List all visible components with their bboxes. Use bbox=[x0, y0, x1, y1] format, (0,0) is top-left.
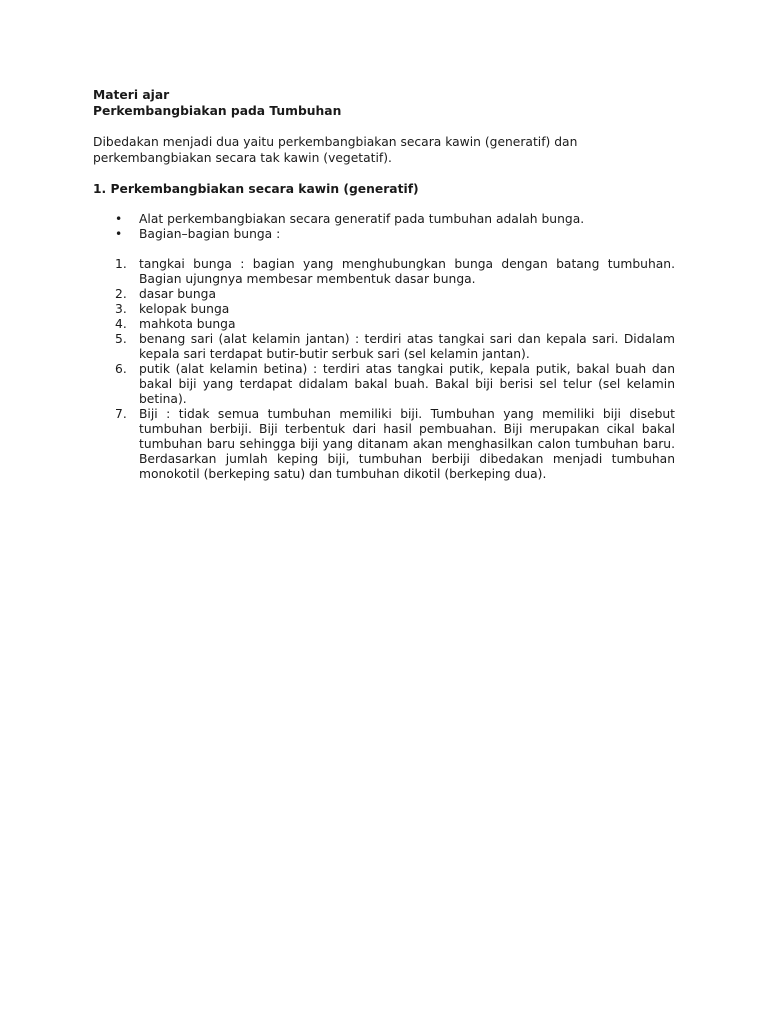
list-item-text: putik (alat kelamin betina) : terdiri atas tangkai putik, kepala putik, bakal buah dan bakal biji yang terdapat didalam bakal buah. Bakal biji berisi sel telur (sel kelamin betina). bbox=[139, 362, 675, 406]
document-title: Materi ajar bbox=[93, 88, 170, 102]
bullet-icon: • bbox=[115, 212, 123, 226]
list-item bbox=[93, 257, 675, 287]
document-page bbox=[93, 87, 675, 482]
list-item bbox=[93, 317, 675, 332]
intro-paragraph: Dibedakan menjadi dua yaitu perkembangbiakan secara kawin (generatif) dan perkembangbiakan secara tak kawin (vegetatif). bbox=[93, 135, 578, 165]
list-item-text: tangkai bunga : bagian yang menghubungkan bunga dengan batang tumbuhan. Bagian ujungnya membesar membentuk dasar bunga. bbox=[139, 257, 675, 286]
list-item bbox=[93, 362, 675, 407]
list-item-number: 5. bbox=[115, 332, 127, 346]
list-item-text: mahkota bunga bbox=[139, 317, 236, 331]
section-heading: 1. Perkembangbiakan secara kawin (generatif) bbox=[93, 182, 419, 196]
document-subtitle: Perkembangbiakan pada Tumbuhan bbox=[93, 104, 342, 118]
list-item-number: 3. bbox=[115, 302, 127, 316]
list-item-text: benang sari (alat kelamin jantan) : terdiri atas tangkai sari dan kepala sari. Didalam kepala sari terdapat butir-butir serbuk sari (sel kelamin jantan). bbox=[139, 332, 675, 361]
bullet-text: Bagian–bagian bunga : bbox=[139, 227, 281, 241]
bullet-text: Alat perkembangbiakan secara generatif pada tumbuhan adalah bunga. bbox=[139, 212, 585, 226]
list-item bbox=[93, 332, 675, 362]
bullet-list bbox=[93, 212, 675, 242]
bullet-icon: • bbox=[115, 227, 123, 241]
list-item-number: 7. bbox=[115, 407, 127, 421]
list-item bbox=[93, 302, 675, 317]
list-item bbox=[93, 407, 675, 482]
list-item-number: 1. bbox=[115, 257, 127, 271]
bullet-item bbox=[93, 212, 675, 227]
list-item-text: Biji : tidak semua tumbuhan memiliki biji. Tumbuhan yang memiliki biji disebut tumbuhan berbiji. Biji terbentuk dari hasil pembuahan. Biji merupakan cikal bakal tumbuhan baru sehingga biji yang ditanam akan menghasilkan calon tumbuhan baru. Berdasarkan jumlah keping biji, tumbuhan berbiji dibedakan menjadi tumbuhan monokotil (berkeping satu) dan tumbuhan dikotil (berkeping dua). bbox=[139, 407, 675, 481]
bullet-item bbox=[93, 227, 675, 242]
list-item-number: 4. bbox=[115, 317, 127, 331]
flower-parts-list bbox=[93, 257, 675, 482]
list-item-number: 2. bbox=[115, 287, 127, 301]
list-item-number: 6. bbox=[115, 362, 127, 376]
list-item-text: kelopak bunga bbox=[139, 302, 230, 316]
list-item bbox=[93, 287, 675, 302]
list-item-text: dasar bunga bbox=[139, 287, 216, 301]
